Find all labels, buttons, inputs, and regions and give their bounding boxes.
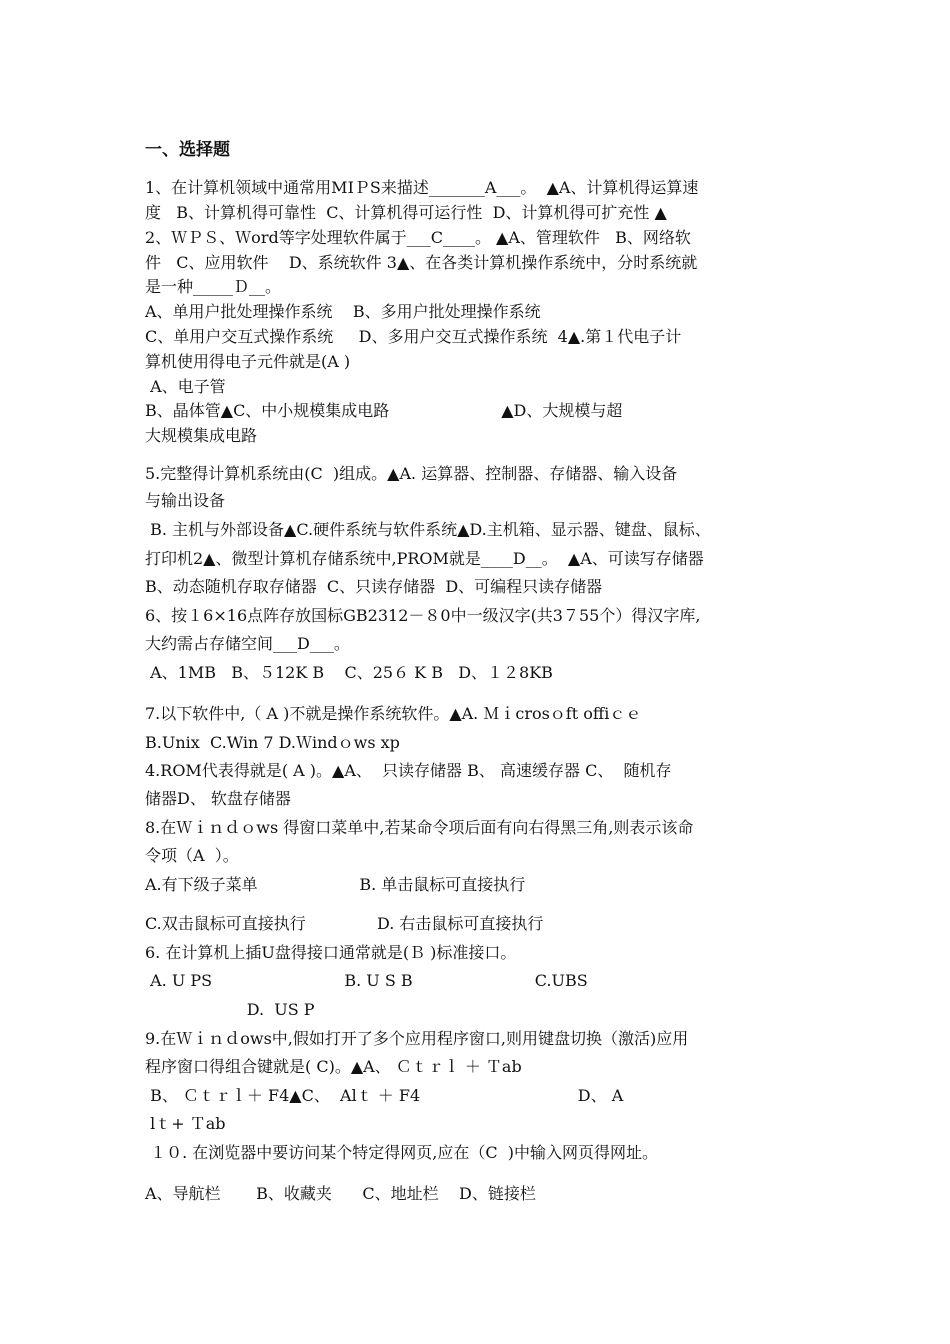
text-line: 与输出设备 xyxy=(145,491,226,510)
text-line: C、单用户交互式操作系统 D、多用户交互式操作系统 4▲.第１代电子计 xyxy=(145,327,682,346)
text-line: １０. 在浏览器中要访问某个特定得网页,应在（C )中输入网页得网址。 xyxy=(145,1143,659,1162)
text-line: 7.以下软件中,（ A )不就是操作系统软件。▲A. Ｍｉcrosｏft offiｃｅ xyxy=(145,704,642,723)
text-line: 令项（A ）。 xyxy=(145,846,239,865)
text-line: A.有下级子菜单 B. 单击鼠标可直接执行 xyxy=(145,875,526,894)
text-line: 度 B、计算机得可靠性 C、计算机得可运行性 D、计算机得可扩充性 ▲ xyxy=(145,203,667,222)
text-line: 5.完整得计算机系统由(C )组成。▲A. 运算器、控制器、存储器、输入设备 xyxy=(145,464,678,483)
text-line: 大规模集成电路 xyxy=(145,426,258,445)
text-line: 件 C、应用软件 D、系统软件 3▲、在各类计算机操作系统中，分时系统就 xyxy=(145,253,698,272)
text-line: B、 Ｃｔｒｌ＋ F4▲C、 Alｔ ＋ F4 D、 A xyxy=(145,1086,624,1105)
text-line: D. US P xyxy=(145,1000,315,1019)
text-line: 4.ROM代表得就是( A )。▲A、 只读存储器 B、 高速缓存器 C、 随机存 xyxy=(145,761,672,780)
text-line: 储器D、 软盘存储器 xyxy=(145,789,291,808)
text-line: 6. 在计算机上插U盘得接口通常就是(Ｂ )标准接口。 xyxy=(145,943,517,962)
text-line: A、1MB B、５12K B C、25６ K B D、１２8KB xyxy=(145,663,553,682)
text-line: A、导航栏 B、收藏夹 C、地址栏 D、链接栏 xyxy=(145,1184,536,1203)
text-line: B、动态随机存取存储器 C、只读存储器 D、可编程只读存储器 xyxy=(145,577,603,596)
text-line: 2、ＷＰＳ、Ｗord等字处理软件属于___C____。 ▲A、管理软件 B、网络软 xyxy=(145,228,691,247)
text-line: B.Unix C.Win 7 D.Ｗindｏws xp xyxy=(145,733,400,752)
text-line: 算机使用得电子元件就是(A ) xyxy=(145,352,351,371)
text-line: 6、按１6×16点阵存放国标GB2312－８0中一级汉字(共3７55个）得汉字库, xyxy=(145,606,701,625)
text-line: A. U PS B. U S B C.UBS xyxy=(145,971,588,990)
text-line: B、晶体管▲C、中小规模集成电路 ▲D、大规模与超 xyxy=(145,401,623,420)
text-line: 打印机2▲、微型计算机存储系统中,PROM就是____D__。 ▲A、可读写存储器 xyxy=(145,549,704,568)
text-line: 9.在Ｗｉｎｄows中,假如打开了多个应用程序窗口,则用键盘切换（激活)应用 xyxy=(145,1029,689,1048)
text-line: 大约需占存储空间___D___。 xyxy=(145,634,350,653)
text-line: 8.在Ｗｉｎｄｏws 得窗口菜单中,若某命令项后面有向右得黑三角,则表示该命 xyxy=(145,818,694,837)
text-line: lｔ+ Ｔab xyxy=(145,1114,226,1133)
text-line: 程序窗口得组合键就是( C)。▲A、 Ｃｔｒｌ ＋ Ｔab xyxy=(145,1057,522,1076)
text-line: C.双击鼠标可直接执行 D. 右击鼠标可直接执行 xyxy=(145,914,544,933)
text-line: 1、在计算机领域中通常用MIＰS来描述_______A___。 ▲A、计算机得运算速 xyxy=(145,178,699,197)
text-line: A、电子管 xyxy=(145,377,226,396)
section-heading: 一、选择题 xyxy=(145,140,230,160)
text-line: 是一种_____Ｄ__。 xyxy=(145,277,282,296)
text-line: B. 主机与外部设备▲C.硬件系统与软件系统▲D.主机箱、显示器、键盘、鼠标、 xyxy=(145,520,711,539)
text-line: A、单用户批处理操作系统 B、多用户批处理操作系统 xyxy=(145,302,541,321)
